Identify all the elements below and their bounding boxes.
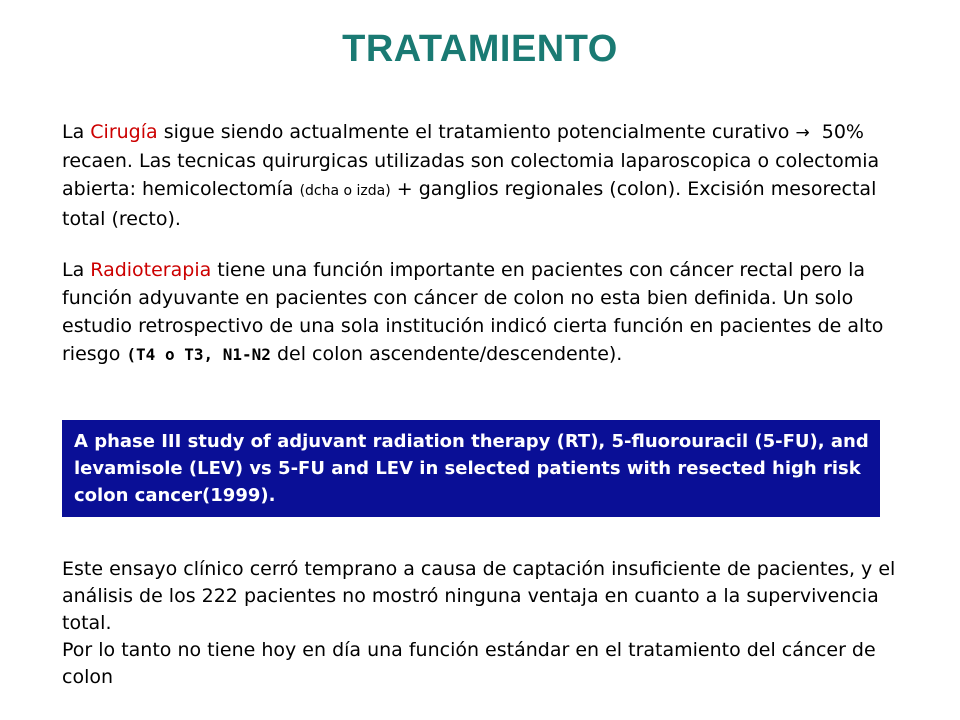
cirugia-highlight: Cirugía bbox=[90, 121, 158, 143]
right-arrow-icon: → bbox=[795, 123, 810, 143]
study-citation-box bbox=[62, 420, 880, 517]
radioterapia-highlight: Radioterapia bbox=[90, 259, 212, 281]
slide-title: TRATAMIENTO bbox=[342, 28, 618, 70]
p2-stage-note: (T4 o T3, N1-N2 bbox=[126, 345, 271, 364]
p1-text-4: + ganglios regionales (colon). Excisión mesorectal total (recto). bbox=[62, 178, 877, 230]
surgery-paragraph bbox=[62, 118, 922, 233]
p1-text-3: 50% recaen. Las tecnicas quirurgicas utilizadas son colectomia laparoscopica o colectomia abierta: hemicolectomía bbox=[62, 121, 880, 200]
p3-line-2: Por lo tanto no tiene hoy en día una función estándar en el tratamiento del cáncer de colon bbox=[62, 639, 876, 688]
radiotherapy-paragraph bbox=[62, 256, 922, 369]
p1-small-note: (dcha o izda) bbox=[299, 183, 391, 199]
conclusion-paragraph bbox=[62, 556, 922, 691]
p3-line-1: Este ensayo clínico cerró temprano a causa de captación insuficiente de pacientes, y el análisis de los 222 pacientes no mostró ninguna ventaja en cuanto a la supervivencia total. bbox=[62, 558, 896, 634]
study-citation-text: A phase III study of adjuvant radiation therapy (RT), 5-fluorouracil (5-FU), and levamisole (LEV) vs 5-FU and LEV in selected patients with resected high risk colon cancer(1999). bbox=[74, 431, 869, 506]
p2-text-1: La bbox=[62, 259, 91, 281]
p1-text-1: La bbox=[62, 121, 91, 143]
p2-text-2: tiene una función importante en pacientes con cáncer rectal pero la función adyuvante en pacientes con cáncer de colon no esta bien definida. Un solo estudio retrospectivo de una sola institución indicó cierta función en pacientes de alto riesgo bbox=[62, 259, 884, 365]
p1-text-2: sigue siendo actualmente el tratamiento potencialmente curativo bbox=[157, 121, 796, 143]
p2-text-3: del colon ascendente/descendente). bbox=[270, 343, 623, 365]
